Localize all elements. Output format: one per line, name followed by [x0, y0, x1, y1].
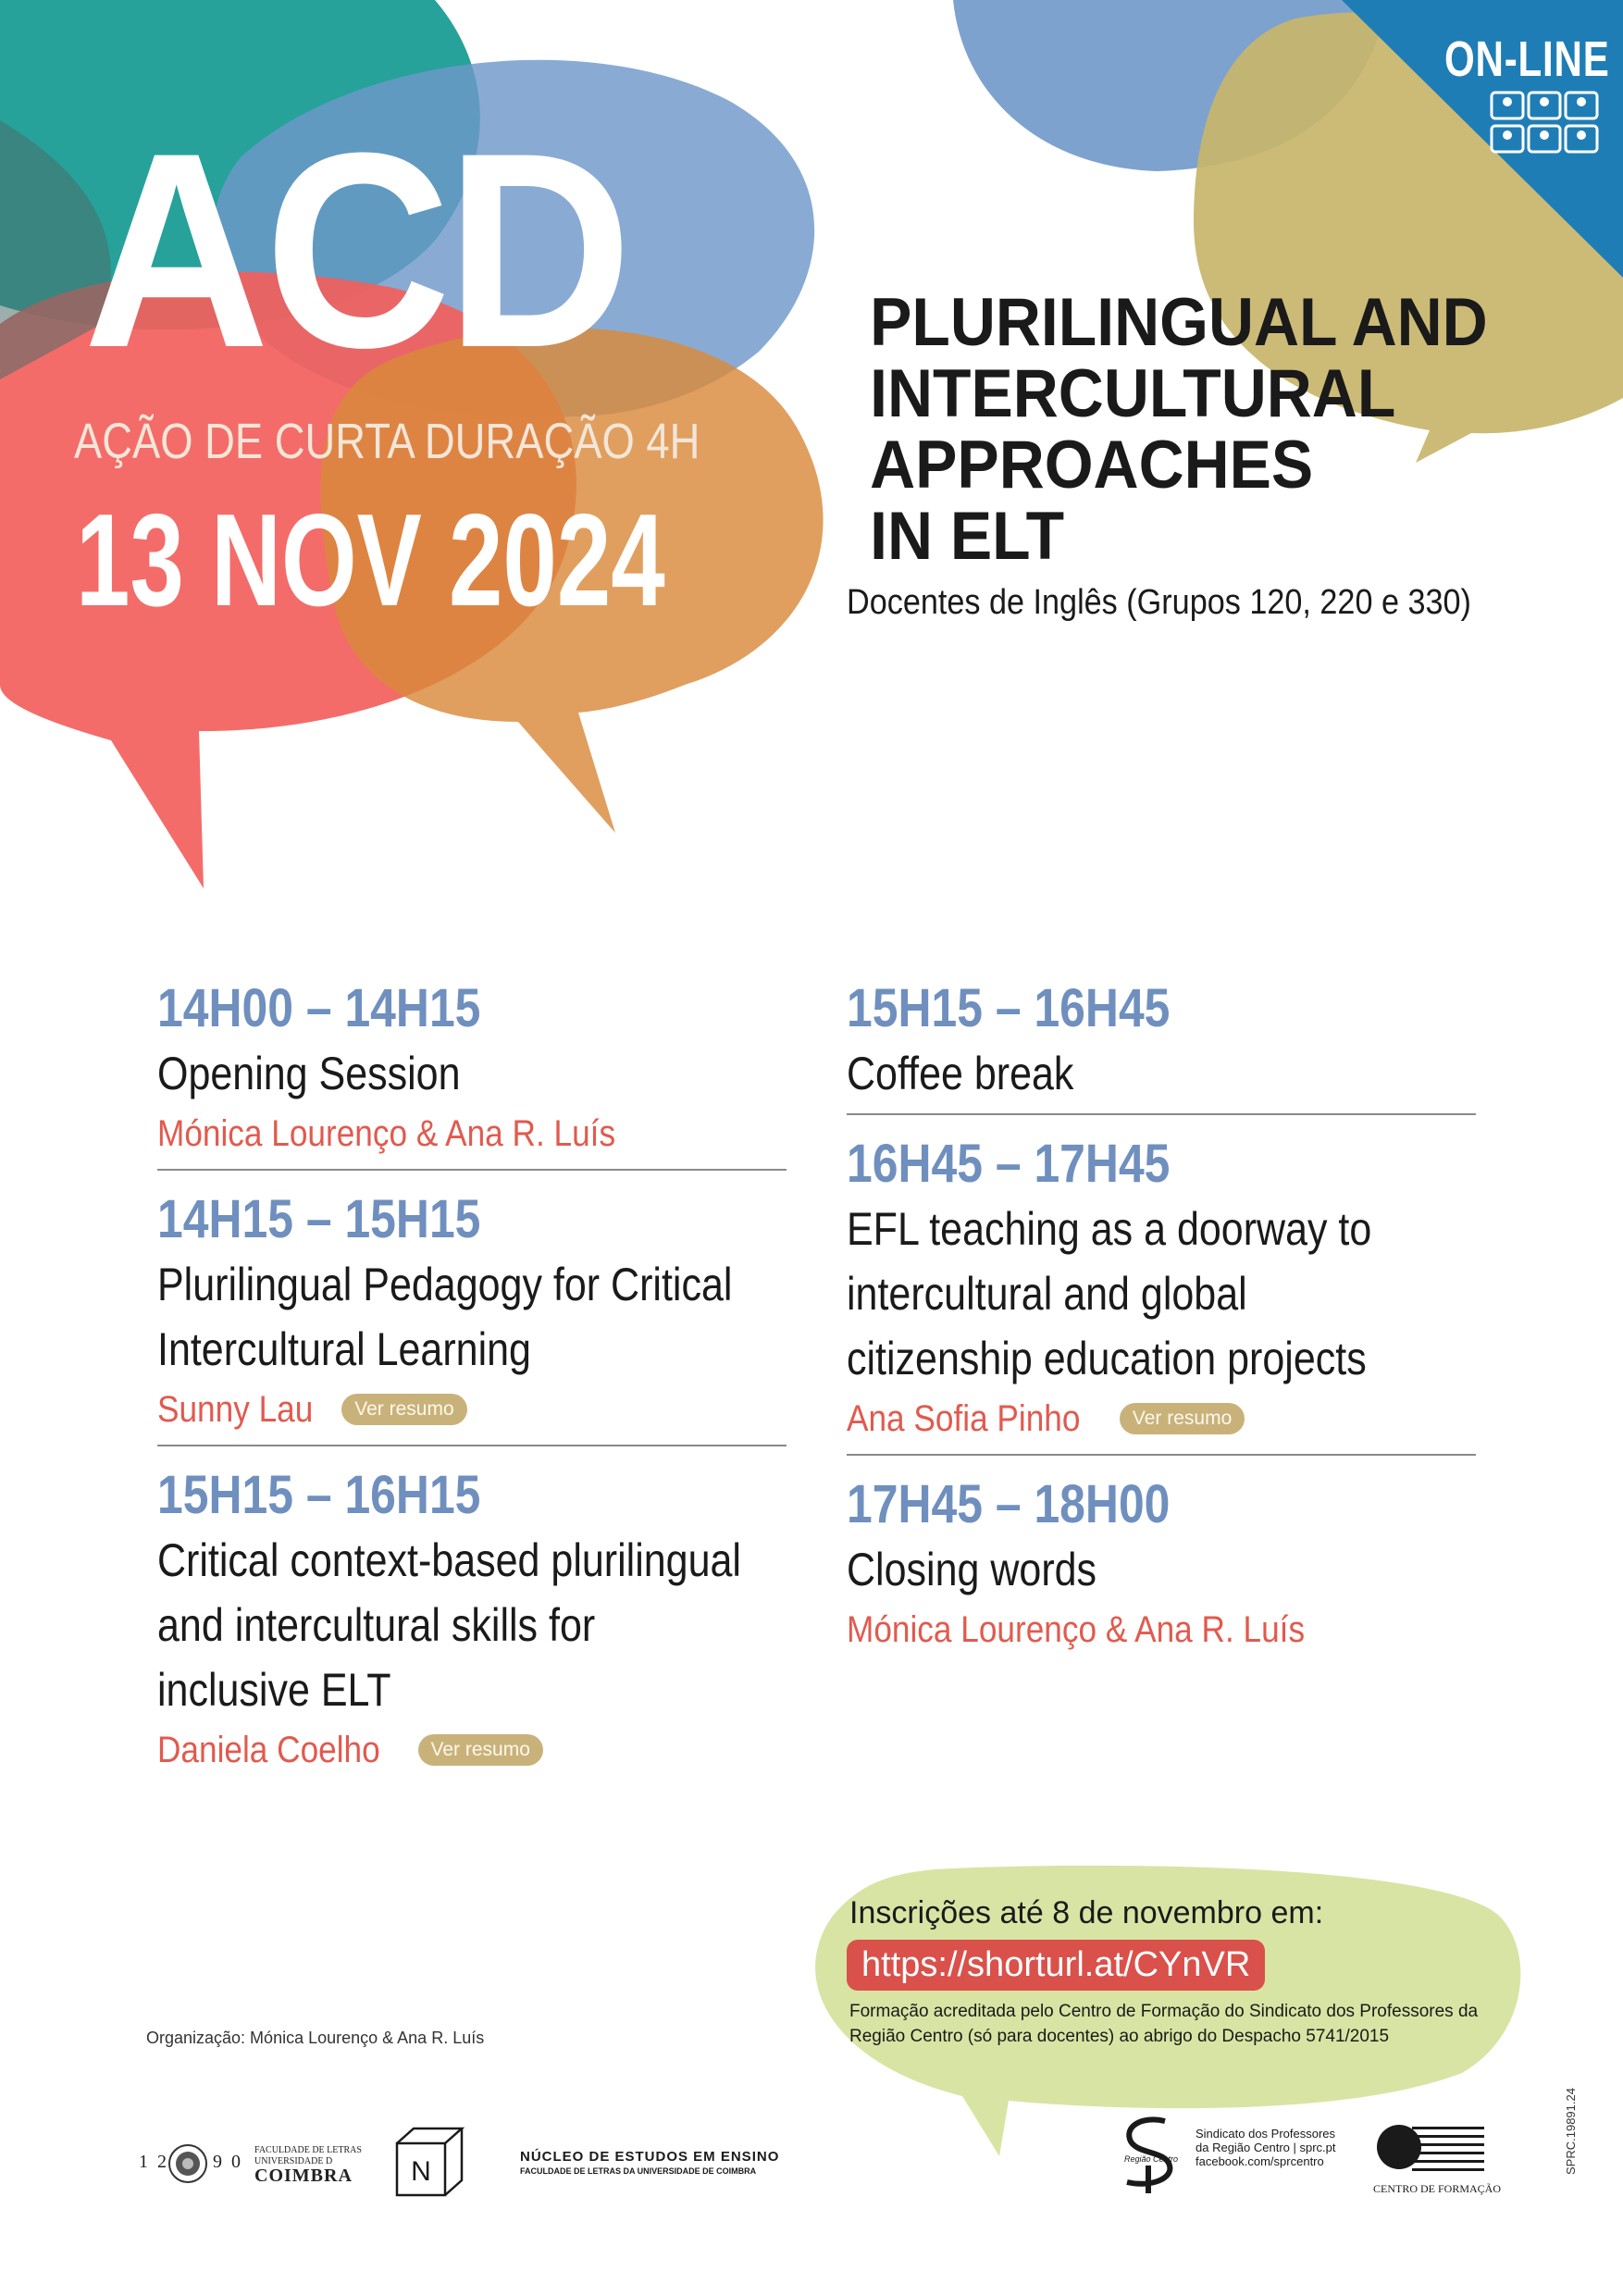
session-time: 15H15 – 16H45 [847, 978, 1171, 1038]
event-title [870, 287, 1488, 572]
session-closing [847, 1472, 1476, 1665]
session-speaker-row [847, 1602, 1476, 1657]
session-title: and intercultural skills for [157, 1599, 596, 1651]
uc-years-left: 12 [139, 2152, 176, 2172]
nee-letter: N [411, 2156, 431, 2187]
uc-years-right: 90 [213, 2152, 250, 2172]
acd-subtitle: AÇÃO DE CURTA DURAÇÃO 4H [74, 414, 700, 469]
ver-resumo-button[interactable]: Ver resumo [1120, 1403, 1245, 1434]
registration-link[interactable]: https://shorturl.at/CYnVR [847, 1940, 1265, 1991]
accreditation-note: Formação acreditada pelo Centro de Formação do Sindicato dos Professores da Região Centro (só para docentes) ao abrigo do Despacho 5741/2015 [849, 2002, 1479, 2046]
schedule-left-column [157, 976, 787, 1802]
event-title-line: PLURILINGUAL AND [870, 285, 1488, 360]
session-title: Coffee break [847, 1048, 1074, 1099]
session-time: 15H15 – 16H15 [157, 1465, 481, 1525]
session-speaker-row [157, 1382, 787, 1437]
audience: Docentes de Inglês (Grupos 120, 220 e 330) [847, 583, 1471, 622]
nee-cube-logo-icon [393, 2125, 467, 2199]
event-title-line: APPROACHES [870, 428, 1314, 503]
ver-resumo-button[interactable]: Ver resumo [341, 1394, 466, 1425]
session-title: inclusive ELT [157, 1664, 391, 1716]
centro-formacao-logo-icon [1375, 2119, 1495, 2180]
video-conference-icon [1490, 91, 1601, 155]
organizers: Organização: Mónica Lourenço & Ana R. Luís [146, 2029, 485, 2047]
sprc-label: Região Centro [1123, 2154, 1179, 2164]
uc-name: COIMBRA [254, 2166, 353, 2186]
schedule-right-column [847, 976, 1476, 1682]
session-title: Plurilingual Pedagogy for Critical [157, 1259, 733, 1310]
session-time: 14H15 – 15H15 [157, 1189, 481, 1249]
session-title: Closing words [847, 1544, 1097, 1595]
session-title: Critical context-based plurilingual [157, 1534, 741, 1586]
session-speaker: Mónica Lourenço & Ana R. Luís [157, 1113, 616, 1154]
session-efl-teaching [847, 1132, 1476, 1456]
session-time: 16H45 – 17H45 [847, 1134, 1171, 1194]
session-speaker-row [157, 1106, 787, 1161]
session-speaker: Daniela Coelho [157, 1730, 380, 1770]
session-speaker-row [157, 1722, 787, 1778]
session-title: intercultural and global [847, 1268, 1247, 1320]
session-speaker: Mónica Lourenço & Ana R. Luís [847, 1609, 1306, 1650]
uc-faculty-label: FACULDADE DE LETRAS UNIVERSIDADE D [254, 2145, 362, 2166]
session-coffee-break [847, 976, 1476, 1115]
session-title: citizenship education projects [847, 1333, 1367, 1384]
online-badge: ON-LINE [1444, 31, 1610, 87]
session-title: Intercultural Learning [157, 1323, 531, 1375]
sprc-logo-icon [1114, 2114, 1188, 2197]
session-title: EFL teaching as a doorway to [847, 1203, 1372, 1255]
event-date: 13 NOV 2024 [76, 487, 665, 634]
ver-resumo-button[interactable]: Ver resumo [418, 1734, 543, 1766]
session-speaker: Sunny Lau [157, 1389, 314, 1430]
session-title: Opening Session [157, 1048, 461, 1099]
nee-name: NÚCLEO DE ESTUDOS EM ENSINO [520, 2149, 780, 2165]
session-time: 14H00 – 14H15 [157, 978, 481, 1038]
session-opening [157, 976, 787, 1171]
sprc-info: Sindicato dos Professores da Região Centro | sprc.pt facebook.com/sprcentro [1196, 2127, 1336, 2168]
registration-title: Inscrições até 8 de novembro em: [849, 1895, 1324, 1930]
session-plurilingual-pedagogy [157, 1187, 787, 1446]
event-title-line: INTERCULTURAL [870, 356, 1396, 431]
nee-faculty: FACULDADE DE LETRAS DA UNIVERSIDADE DE COIMBRA [520, 2166, 757, 2176]
session-speaker-row [847, 1391, 1476, 1446]
session-time: 17H45 – 18H00 [847, 1474, 1171, 1534]
session-speaker: Ana Sofia Pinho [847, 1398, 1081, 1439]
event-title-line: IN ELT [870, 499, 1065, 574]
session-critical-context [157, 1463, 787, 1785]
document-reference: SPRC.19891.24 [1564, 2088, 1578, 2175]
centro-formacao-name: CENTRO DE FORMAÇÃO [1373, 2182, 1502, 2195]
acd-title: ACD [83, 94, 627, 405]
